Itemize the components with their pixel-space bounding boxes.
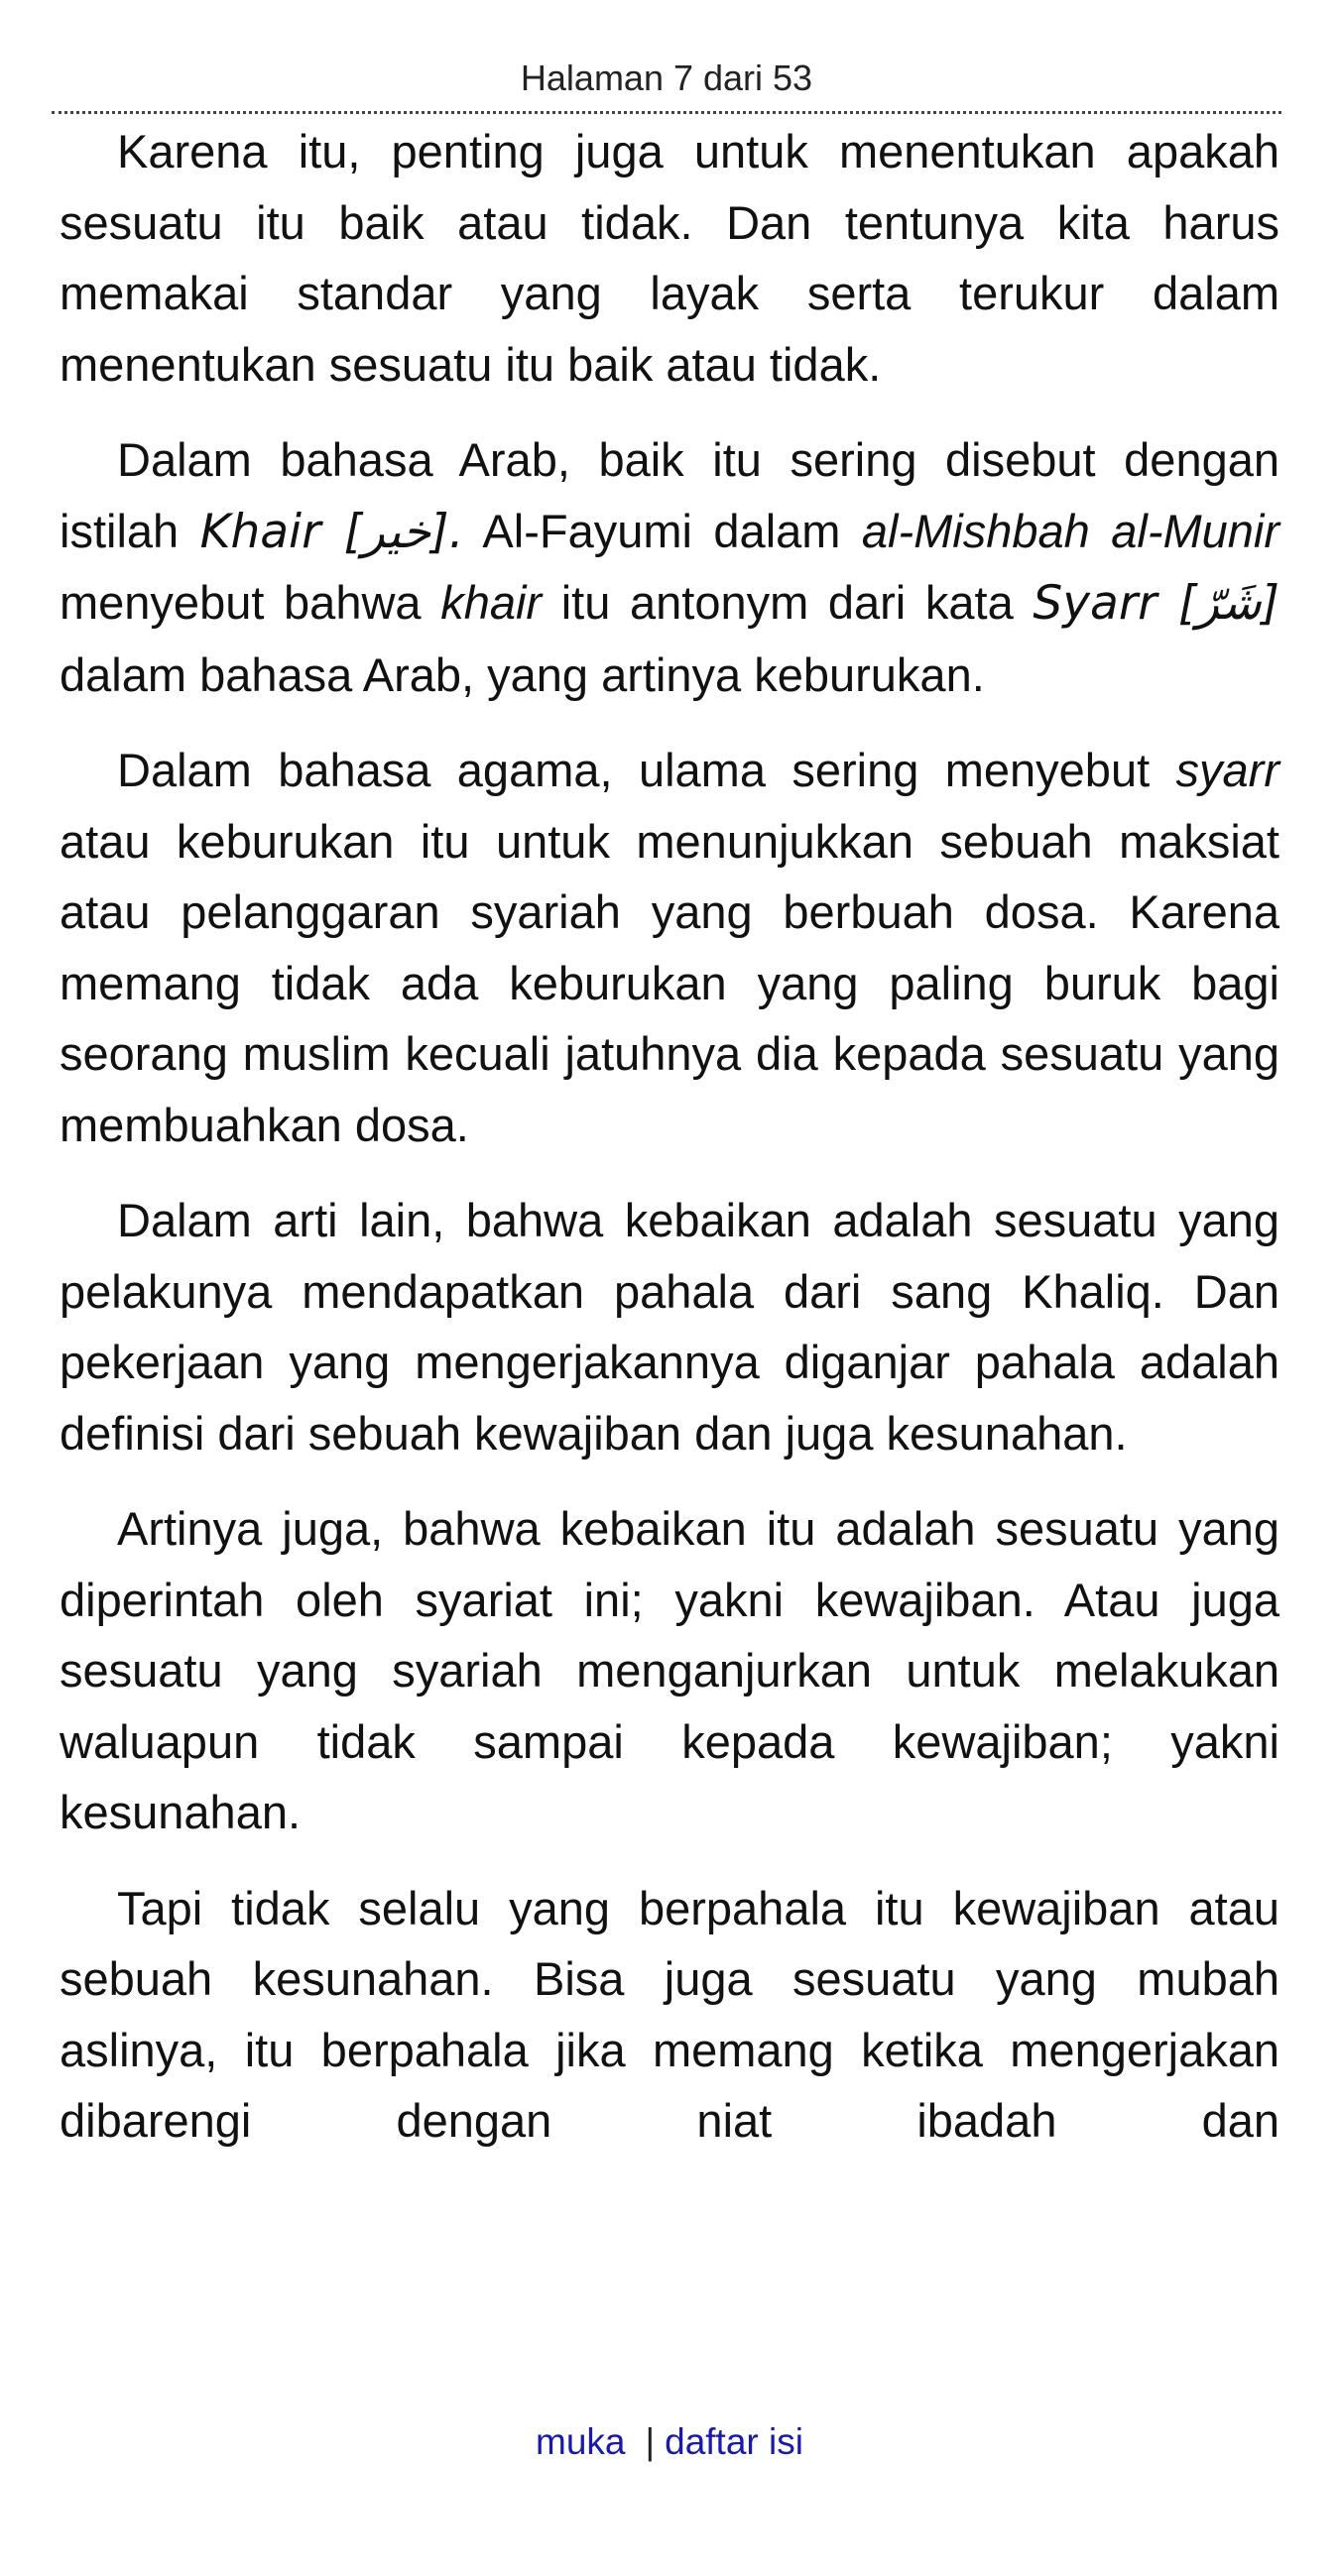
- page-number-header: Halaman 7 dari 53: [520, 58, 813, 98]
- paragraph-4: Dalam arti lain, bahwa kebaikan adalah sesuatu yang pelakunya mendapatkan pahala dari sang Khaliq. Dan pekerjaan yang mengerjakannya diganjar pahala adalah definisi dari sebuah kewajiban dan juga kesunahan.: [60, 1194, 1279, 1460]
- term-khair-lower: khair: [440, 576, 543, 629]
- footer-separator: |: [645, 2421, 656, 2462]
- term-khair: Khair [خير].: [199, 504, 464, 559]
- paragraph-3-text-1: Dalam bahasa agama, ulama sering menyebut: [117, 744, 1176, 796]
- term-syarr: Syarr [شَرّ]: [1033, 576, 1279, 631]
- paragraph-2-text-2: Al-Fayumi dalam: [463, 504, 862, 557]
- paragraph-6: Tapi tidak selalu yang berpahala itu kewajiban atau sebuah kesunahan. Bisa juga sesuatu yang mubah aslinya, itu berpahala jika memang ketika mengerjakan dibarengi dengan niat ibadah dan: [60, 1881, 1279, 2147]
- paragraph-2-text-5: dalam bahasa Arab, yang artinya keburukan.: [60, 647, 985, 701]
- paragraph-2: [60, 424, 1279, 710]
- paragraph-5: Artinya juga, bahwa kebaikan itu adalah sesuatu yang diperintah oleh syariat ini; yakni kewajiban. Atau juga sesuatu yang syariah menganjurkan untuk melakukan waluapun tidak sampai kepada kewajiban; yakni kesunahan.: [60, 1502, 1279, 1838]
- book-title: al-Mishbah al-Munir: [861, 504, 1279, 557]
- header-divider: [52, 111, 1281, 114]
- paragraph-2-text-4: itu antonym dari kata: [542, 576, 1034, 629]
- paragraph-2-text-1: Dalam bahasa Arab, baik itu sering disebut dengan istilah: [60, 433, 1279, 557]
- paragraph-3: [60, 735, 1279, 1160]
- table-of-contents-link[interactable]: daftar isi: [665, 2421, 803, 2462]
- term-syarr-lower: syarr: [1175, 744, 1279, 796]
- paragraph-3-text-2: atau keburukan itu untuk menunjukkan sebuah maksiat atau pelanggaran syariah yang berbuah dosa. Karena memang tidak ada keburukan yang paling buruk bagi seorang muslim kecuali jatuhnya dia kepada sesuatu yang membuahkan dosa.: [60, 814, 1279, 1151]
- page-footer-nav: [0, 2421, 1339, 2463]
- paragraph-2-text-3: menyebut bahwa: [60, 576, 441, 629]
- paragraph-1: Karena itu, penting juga untuk menentukan apakah sesuatu itu baik atau tidak. Dan tentunya kita harus memakai standar yang layak serta terukur dalam menentukan sesuatu itu baik atau tidak.: [60, 125, 1279, 391]
- document-body: [60, 116, 1279, 2157]
- home-link[interactable]: muka: [536, 2421, 626, 2462]
